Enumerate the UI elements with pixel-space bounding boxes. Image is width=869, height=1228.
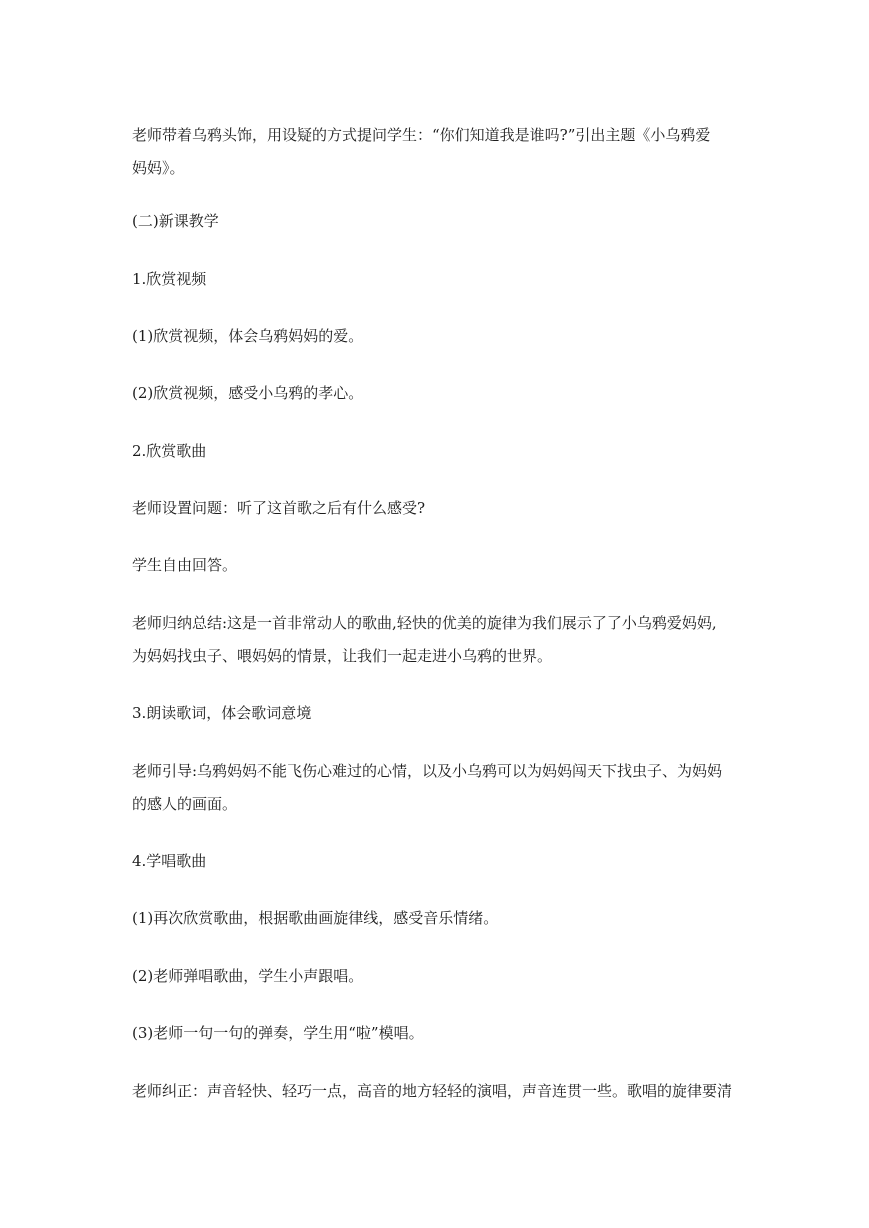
section-heading-new-lesson: (二)新课教学	[132, 212, 219, 230]
intro-paragraph-line-1: 老师带着乌鸦头饰，用设疑的方式提问学生：“你们知道我是谁吗?”引出主题《小乌鸦爱	[132, 126, 711, 144]
summary-paragraph-line-2: 为妈妈找虫子、喂妈妈的情景，让我们一起走进小乌鸦的世界。	[132, 647, 553, 665]
list-item-video-1: (1)欣赏视频，体会乌鸦妈妈的爱。	[132, 327, 364, 345]
guide-paragraph-line-2: 的感人的画面。	[132, 795, 238, 813]
list-item-song-1: (1)再次欣赏歌曲，根据歌曲画旋律线，感受音乐情绪。	[132, 909, 499, 927]
step-heading-read-lyrics: 3.朗读歌词，体会歌词意境	[132, 704, 312, 722]
list-item-song-2: (2)老师弹唱歌曲，学生小声跟唱。	[132, 967, 364, 985]
paragraph-student-answer: 学生自由回答。	[132, 556, 238, 574]
summary-paragraph-line-1: 老师归纳总结:这是一首非常动人的歌曲,轻快的优美的旋律为我们展示了了小乌鸦爱妈妈,	[132, 614, 717, 632]
intro-paragraph-line-2: 妈妈》。	[132, 159, 185, 177]
step-heading-watch-video: 1.欣赏视频	[132, 270, 207, 288]
list-item-song-3: (3)老师一句一句的弹奏，学生用“啦”模唱。	[132, 1024, 424, 1042]
list-item-video-2: (2)欣赏视频，感受小乌鸦的孝心。	[132, 384, 364, 402]
step-heading-learn-song: 4.学唱歌曲	[132, 852, 207, 870]
paragraph-teacher-question: 老师设置问题：听了这首歌之后有什么感受?	[132, 499, 426, 517]
correction-paragraph-line-1: 老师纠正：声音轻快、轻巧一点，高音的地方轻轻的演唱，声音连贯一些。歌唱的旋律要清	[132, 1082, 733, 1100]
step-heading-enjoy-song: 2.欣赏歌曲	[132, 442, 207, 460]
guide-paragraph-line-1: 老师引导:乌鸦妈妈不能飞伤心难过的心情，以及小乌鸦可以为妈妈闯天下找虫子、为妈妈	[132, 762, 723, 780]
